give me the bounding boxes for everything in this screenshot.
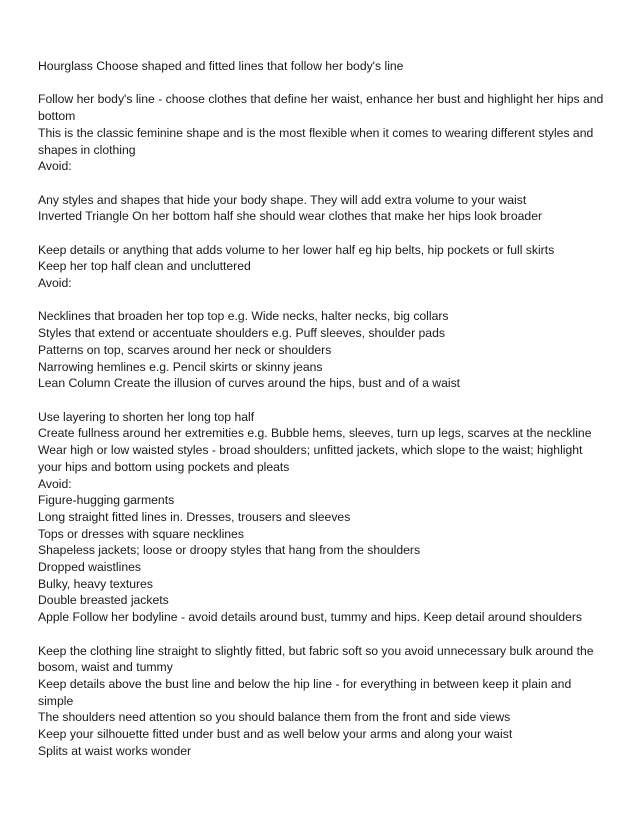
text-line: Avoid:	[38, 276, 72, 291]
text-line: Long straight fitted lines in. Dresses, trousers and sleeves	[38, 509, 351, 524]
text-line: Inverted Triangle On her bottom half she should wear clothes that make her hips look broader	[38, 209, 543, 224]
text-line: Keep her top half clean and uncluttered	[38, 259, 251, 274]
text-line: Figure-hugging garments	[38, 493, 175, 508]
blank-line	[38, 626, 608, 643]
text-line: Any styles and shapes that hide your body shape. They will add extra volume to your waist	[38, 192, 527, 207]
blank-line	[38, 225, 608, 242]
text-line: Bulky, heavy textures	[38, 576, 153, 591]
text-line: Apple Follow her bodyline - avoid details around bust, tummy and hips. Keep detail around shoulders	[38, 610, 583, 625]
document-body	[38, 58, 608, 759]
text-line: Keep details or anything that adds volume to her lower half eg hip belts, hip pockets or full skirts	[38, 242, 555, 257]
text-line: Lean Column Create the illusion of curves around the hips, bust and of a waist	[38, 376, 461, 391]
text-line: Splits at waist works wonder	[38, 743, 192, 758]
text-line: This is the classic feminine shape and is the most flexible when it comes to wearing different styles and shapes in clothing	[38, 125, 594, 157]
text-line: Dropped waistlines	[38, 560, 141, 575]
text-line: Use layering to shorten her long top half	[38, 409, 255, 424]
text-line: Patterns on top, scarves around her neck or shoulders	[38, 342, 332, 357]
text-line: Avoid:	[38, 159, 72, 174]
text-line: Create fullness around her extremities e.g. Bubble hems, sleeves, turn up legs, scarves at the neckline	[38, 426, 592, 441]
text-line: Styles that extend or accentuate shoulders e.g. Puff sleeves, shoulder pads	[38, 326, 445, 341]
blank-line	[38, 392, 608, 409]
text-line: Keep the clothing line straight to slightly fitted, but fabric soft so you avoid unnecessary bulk around the bosom, waist and tummy	[38, 643, 594, 675]
text-line: The shoulders need attention so you should balance them from the front and side views	[38, 710, 511, 725]
text-line: Keep your silhouette fitted under bust and as well below your arms and along your waist	[38, 727, 513, 742]
text-line: Avoid:	[38, 476, 72, 491]
text-line: Wear high or low waisted styles - broad shoulders; unfitted jackets, which slope to the waist; highlight your hips and bottom using pockets and pleats	[38, 443, 583, 474]
text-line: Narrowing hemlines e.g. Pencil skirts or skinny jeans	[38, 359, 323, 374]
text-line: Shapeless jackets; loose or droopy styles that hang from the shoulders	[38, 543, 421, 558]
text-line: Keep details above the bust line and below the hip line - for everything in between keep it plain and simple	[38, 676, 572, 708]
text-line: Hourglass Choose shaped and fitted lines that follow her body's line	[38, 59, 404, 73]
blank-line	[38, 175, 608, 192]
text-line: Necklines that broaden her top top e.g. Wide necks, halter necks, big collars	[38, 309, 449, 324]
blank-line	[38, 292, 608, 309]
blank-line	[38, 75, 608, 92]
text-line: Tops or dresses with square necklines	[38, 526, 244, 541]
text-line: Follow her body's line - choose clothes that define her waist, enhance her bust and highlight her hips and bottom	[38, 92, 604, 124]
text-line: Double breasted jackets	[38, 593, 169, 608]
